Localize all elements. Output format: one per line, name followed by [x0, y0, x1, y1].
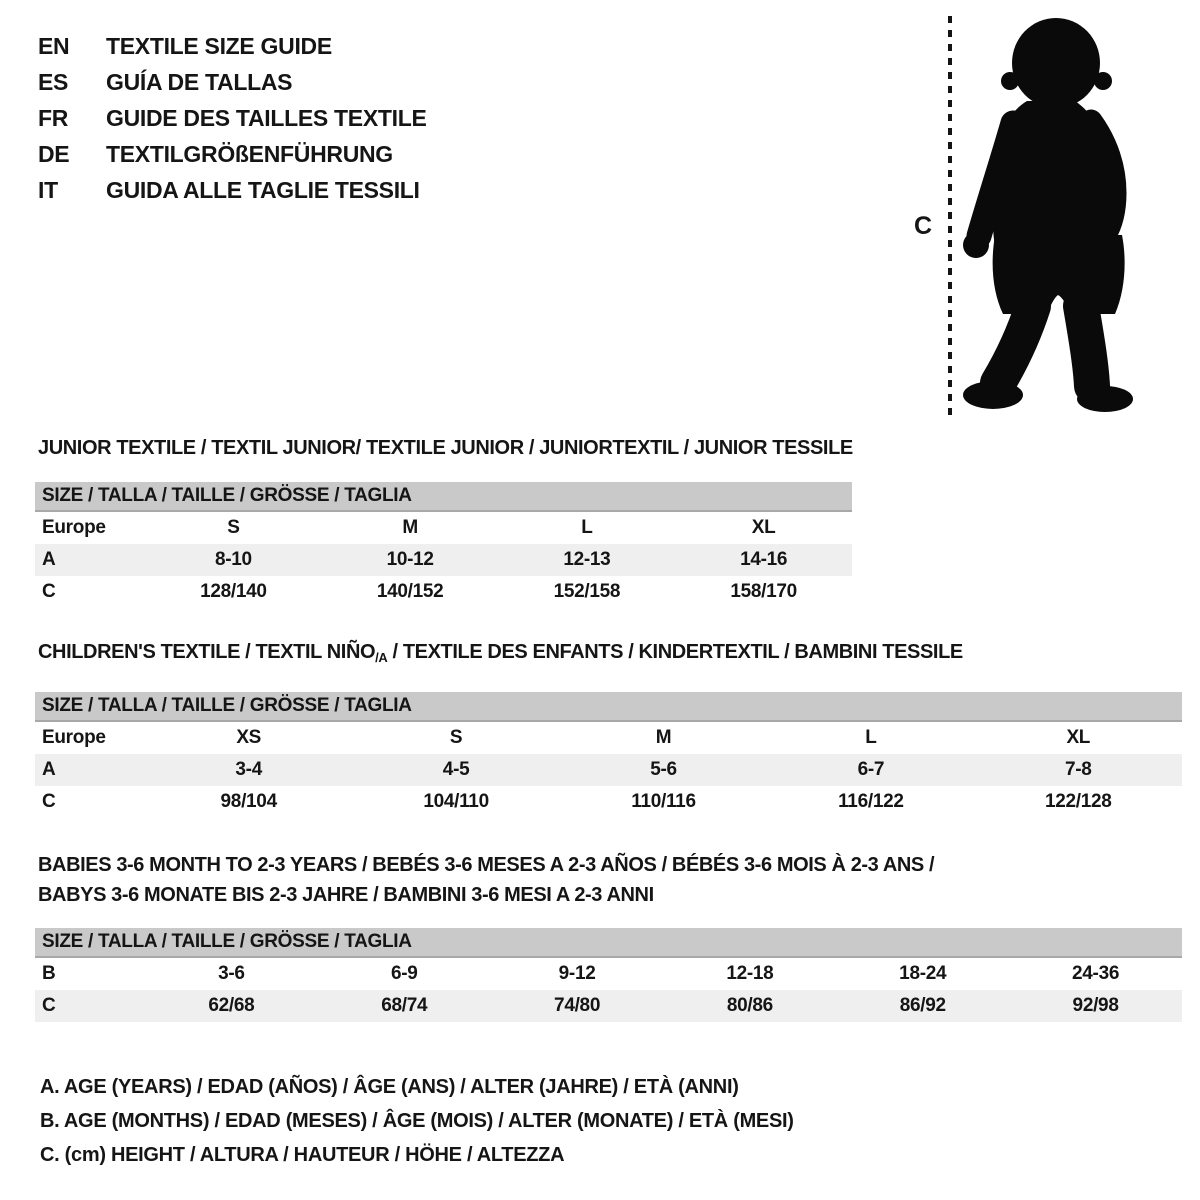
- section-title-text: / TEXTILE DES ENFANTS / KINDERTEXTIL / BAMBINI TESSILE: [387, 641, 963, 663]
- size-header-bar: SIZE / TALLA / TAILLE / GRÖSSE / TAGLIA: [35, 928, 1182, 958]
- value-cell: 92/98: [1009, 990, 1182, 1022]
- value-cell: 116/122: [838, 791, 904, 812]
- language-code: FR: [38, 105, 69, 131]
- row-label-cell: C: [42, 581, 56, 602]
- value-cell: 6-7: [767, 754, 974, 786]
- region-label-cell: Europe: [42, 727, 106, 748]
- section-junior-textile: [35, 436, 852, 608]
- size-cell: L: [581, 517, 593, 538]
- value-cell: 74/80: [491, 990, 664, 1022]
- region-label-cell: Europe: [42, 517, 106, 538]
- row-label-cell: C: [35, 990, 145, 1022]
- value-cell: 86/92: [836, 990, 1009, 1022]
- row-label-cell: C: [42, 791, 56, 812]
- legend-line: B. AGE (MONTHS) / EDAD (MESES) / ÂGE (MOIS) / ALTER (MONATE) / ETÀ (MESI): [40, 1110, 794, 1132]
- language-title: GUIDE DES TAILLES TEXTILE: [106, 105, 427, 131]
- value-cell: 122/128: [1044, 791, 1112, 812]
- size-cell: XL: [751, 517, 776, 538]
- language-code: EN: [38, 33, 70, 59]
- table-header-row: [35, 722, 1182, 754]
- value-cell: 3-6: [218, 963, 245, 984]
- section-title-text: BABIES 3-6 MONTH TO 2-3 YEARS / BEBÉS 3-6 MESES A 2-3 AÑOS / BÉBÉS 3-6 MOIS À 2-3 ANS /: [38, 854, 935, 876]
- size-cell: L: [865, 727, 877, 748]
- section-title-line: [38, 880, 1182, 910]
- value-cell: 8-10: [145, 544, 322, 576]
- value-cell: 152/158: [553, 581, 621, 602]
- size-cell: M: [655, 727, 672, 748]
- section-title-text: JUNIOR TEXTILE / TEXTIL JUNIOR/ TEXTILE JUNIOR / JUNIORTEXTIL / JUNIOR TESSILE: [38, 437, 853, 459]
- section-title-text: CHILDREN'S TEXTILE / TEXTIL NIÑO: [38, 641, 376, 663]
- size-table: [35, 512, 852, 608]
- value-cell: 158/170: [730, 581, 797, 602]
- value-cell: 140/152: [376, 581, 444, 602]
- value-cell: 110/116: [631, 791, 696, 812]
- legend-line: C. (cm) HEIGHT / ALTURA / HAUTEUR / HÖHE / ALTEZZA: [40, 1144, 565, 1166]
- value-cell: 3-4: [145, 754, 352, 786]
- height-label: C: [914, 212, 933, 240]
- size-table: [35, 958, 1182, 1022]
- row-label-cell: B: [42, 963, 56, 984]
- section-title-line: [38, 640, 1182, 670]
- table-row: [35, 990, 1182, 1022]
- language-code: ES: [38, 69, 69, 95]
- section-title-line: [38, 850, 1182, 880]
- language-row: [38, 136, 427, 172]
- value-cell: 128/140: [200, 581, 267, 602]
- value-cell: 104/110: [423, 791, 489, 812]
- value-cell: 24-36: [1072, 963, 1120, 984]
- language-code: DE: [38, 141, 70, 167]
- table-row: [35, 786, 1182, 818]
- size-cell: XL: [1066, 727, 1091, 748]
- baby-silhouette-icon: [955, 12, 1145, 414]
- size-cell: M: [402, 517, 418, 538]
- language-title: TEXTILGRÖßENFÜHRUNG: [106, 141, 393, 167]
- language-title-list: [38, 28, 427, 208]
- value-cell: 9-12: [558, 963, 596, 984]
- section-title-line: [38, 436, 852, 460]
- value-cell: 62/68: [145, 990, 318, 1022]
- section-babies: [35, 850, 1182, 1022]
- size-cell: S: [227, 517, 240, 538]
- value-cell: 80/86: [663, 990, 836, 1022]
- size-header-bar: SIZE / TALLA / TAILLE / GRÖSSE / TAGLIA: [35, 692, 1182, 722]
- value-cell: 12-13: [499, 544, 676, 576]
- section-title: [38, 850, 1182, 910]
- value-cell: 18-24: [899, 963, 947, 984]
- section-childrens-textile: [35, 640, 1182, 818]
- table-row: [35, 754, 1182, 786]
- value-cell: 7-8: [975, 754, 1182, 786]
- value-cell: 4-5: [352, 754, 559, 786]
- section-title-text: BABYS 3-6 MONATE BIS 2-3 JAHRE / BAMBINI 3-6 MESI A 2-3 ANNI: [38, 884, 654, 906]
- language-row: [38, 100, 427, 136]
- value-cell: 10-12: [322, 544, 499, 576]
- value-cell: 68/74: [318, 990, 491, 1022]
- language-code: IT: [38, 177, 58, 203]
- section-title: [38, 436, 852, 460]
- size-cell: S: [449, 727, 463, 748]
- value-cell: 12-18: [726, 963, 774, 984]
- language-row: [38, 28, 427, 64]
- language-row: [38, 64, 427, 100]
- size-table: [35, 722, 1182, 818]
- row-label-cell: A: [35, 754, 145, 786]
- size-header-bar: SIZE / TALLA / TAILLE / GRÖSSE / TAGLIA: [35, 482, 852, 512]
- height-dashed-line: [948, 16, 952, 416]
- language-title: GUÍA DE TALLAS: [106, 69, 293, 95]
- legend-line: A. AGE (YEARS) / EDAD (AÑOS) / ÂGE (ANS) / ALTER (JAHRE) / ETÀ (ANNI): [40, 1076, 739, 1098]
- language-title: TEXTILE SIZE GUIDE: [106, 33, 332, 59]
- section-title: [38, 640, 1182, 670]
- size-cell: XS: [236, 727, 262, 748]
- value-cell: 98/104: [220, 791, 277, 812]
- table-row: [35, 544, 852, 576]
- table-row: [35, 958, 1182, 990]
- row-label-cell: A: [35, 544, 145, 576]
- value-cell: 14-16: [675, 544, 852, 576]
- section-title-text: /A: [375, 650, 388, 665]
- table-row: [35, 576, 852, 608]
- measurement-legend: [40, 1070, 794, 1172]
- value-cell: 6-9: [390, 963, 418, 984]
- language-row: [38, 172, 427, 208]
- table-header-row: [35, 512, 852, 544]
- value-cell: 5-6: [560, 754, 767, 786]
- language-title: GUIDA ALLE TAGLIE TESSILI: [106, 177, 420, 203]
